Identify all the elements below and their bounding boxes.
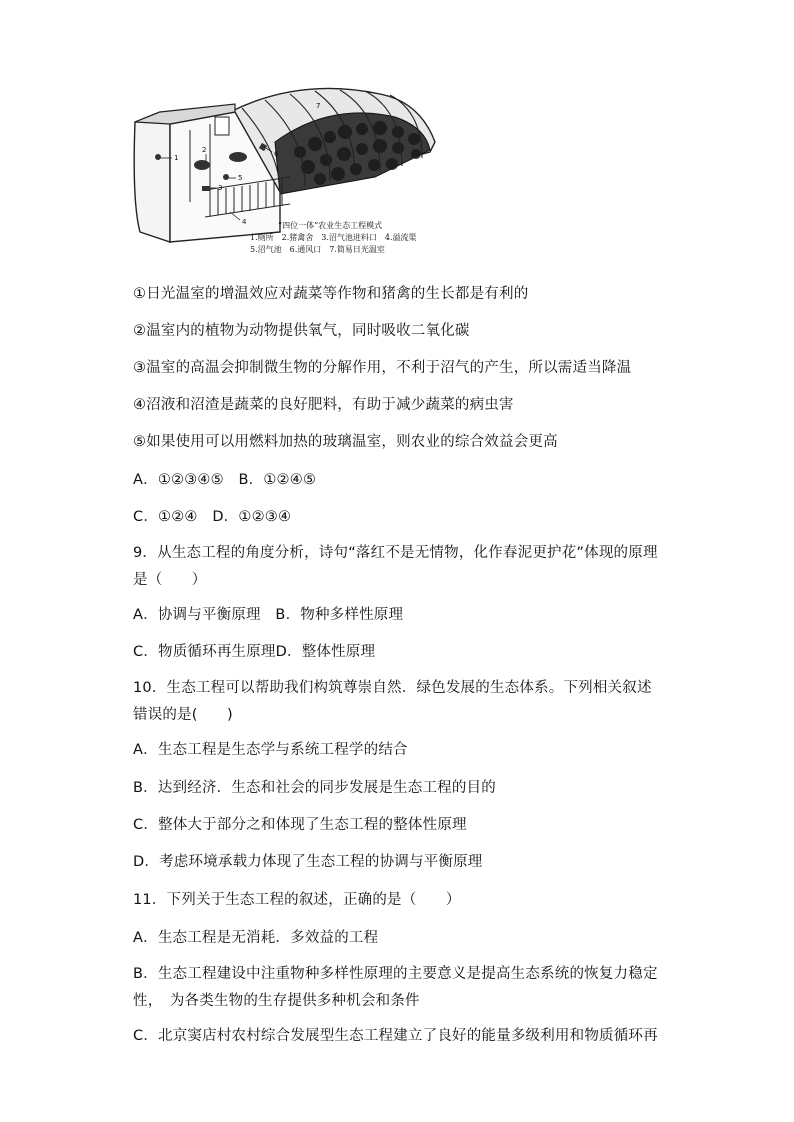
- q9-options-row-2: C．物质循环再生原理D．整体性原理: [133, 644, 376, 660]
- q8-options-row-1: A．①②③④⑤ B．①②④⑤: [133, 472, 317, 488]
- q11-option-b: B．生态工程建设中注重物种多样性原理的主要意义是提高生态系统的恢复力稳定性， 为各类生物的生存提供多种机会和条件: [133, 966, 658, 1009]
- q8-options-row-2: C．①②④ D．①②③④: [133, 509, 292, 525]
- figure-caption-line-2: 5.沼气池 6.通风口 7.简易日光温室: [250, 245, 385, 254]
- figure-caption-title: “四位一体”农业生态工程模式: [278, 221, 383, 230]
- figure-label-4: 4: [242, 218, 247, 226]
- figure-label-5: 5: [238, 174, 243, 182]
- statement-1: ①日光温室的增温效应对蔬菜等作物和猪禽的生长都是有利的: [133, 286, 529, 302]
- figure-label-7: 7: [316, 102, 321, 110]
- statement-3: ③温室的高温会抑制微生物的分解作用，不利于沼气的产生，所以需适当降温: [133, 360, 632, 376]
- q10-option-c: C．整体大于部分之和体现了生态工程的整体性原理: [133, 817, 467, 833]
- q9-options-row-1: A．协调与平衡原理 B．物种多样性原理: [133, 607, 404, 623]
- q11-option-a: A．生态工程是无消耗．多效益的工程: [133, 930, 379, 946]
- q10-stem: 10．生态工程可以帮助我们构筑尊崇自然．绿色发展的生态体系。下列相关叙述错误的是( ): [133, 680, 652, 723]
- q9-stem: 9．从生态工程的角度分析，诗句“落红不是无情物，化作春泥更护花”体现的原理是（ ）: [133, 545, 658, 588]
- figure-label-2: 2: [202, 146, 207, 154]
- statement-2: ②温室内的植物为动物提供氧气，同时吸收二氧化碳: [133, 323, 470, 339]
- figure-label-6: 6: [274, 150, 279, 158]
- figure-label-1: 1: [174, 154, 179, 162]
- figure-caption: [250, 220, 440, 256]
- figure-label-3: 3: [218, 184, 223, 192]
- statement-5: ⑤如果使用可以用燃料加热的玻璃温室，则农业的综合效益会更高: [133, 434, 558, 450]
- q11-stem: 11．下列关于生态工程的叙述，正确的是（ ）: [133, 892, 461, 908]
- q11-option-c: C．北京窦店村农村综合发展型生态工程建立了良好的能量多级利用和物质循环再: [133, 1028, 658, 1044]
- q10-option-b: B．达到经济．生态和社会的同步发展是生态工程的目的: [133, 780, 496, 796]
- figure-caption-line-1: 1.厕所 2.猪禽舍 3.沼气池进料口 4.溢流渠: [250, 233, 417, 242]
- q10-option-d: D．考虑环境承载力体现了生态工程的协调与平衡原理: [133, 854, 483, 870]
- statement-4: ④沼液和沼渣是蔬菜的良好肥料，有助于减少蔬菜的病虫害: [133, 397, 514, 413]
- q10-option-a: A．生态工程是生态学与系统工程学的结合: [133, 742, 408, 758]
